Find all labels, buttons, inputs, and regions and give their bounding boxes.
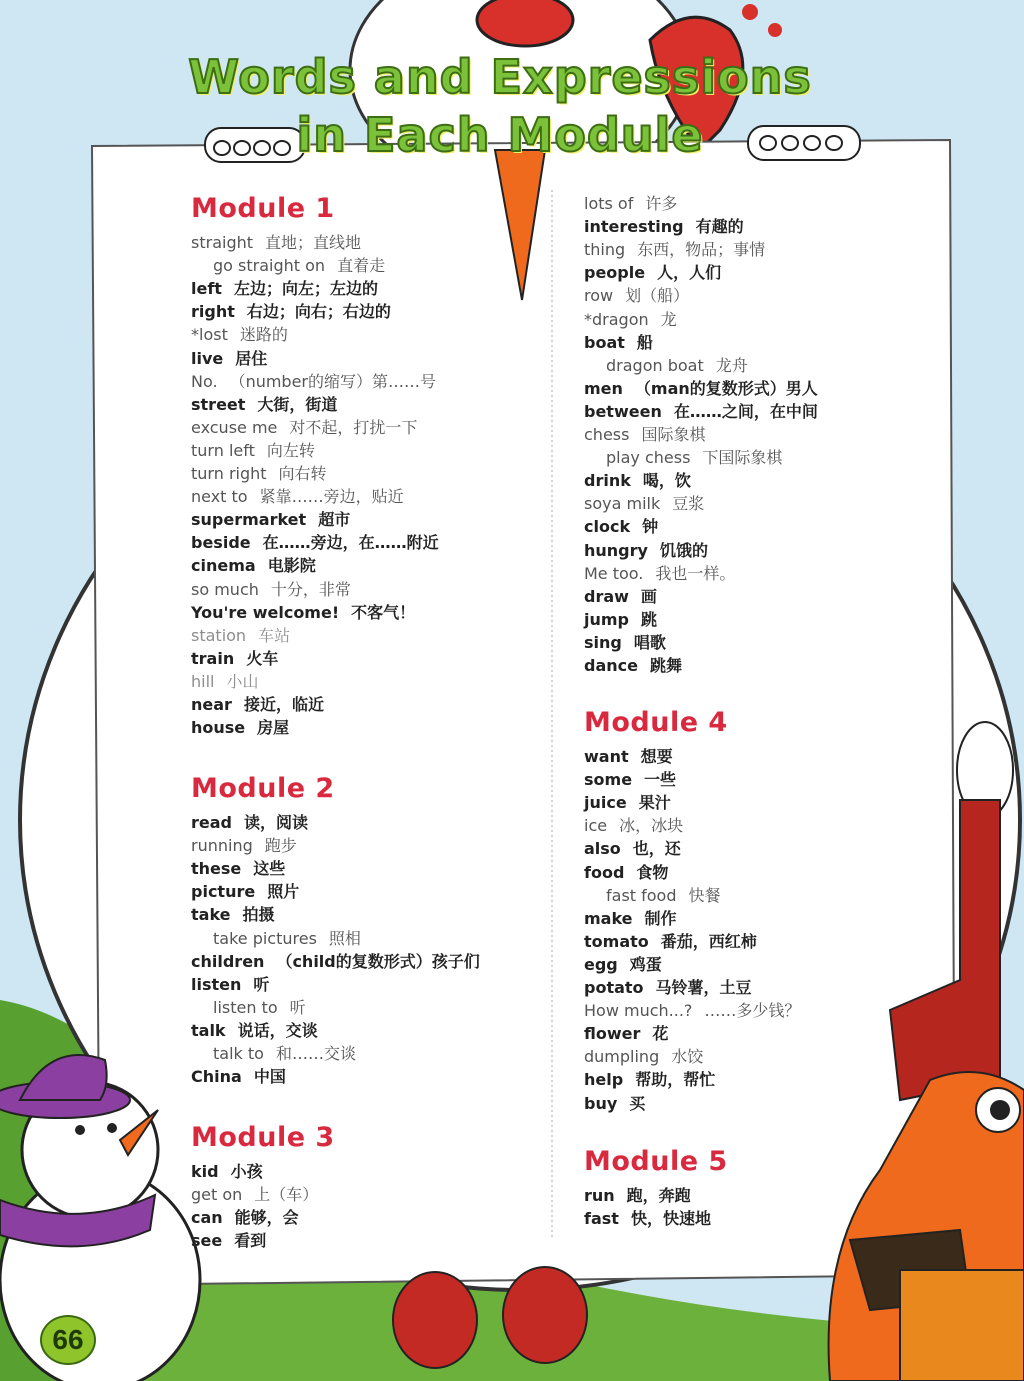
vocab-meaning: 我也一样。 [655,563,736,583]
vocab-word: go straight on [213,256,326,276]
vocab-meaning: 听 [289,997,306,1017]
vocab-word: turn right [191,464,267,483]
vocab-word: How much...? [584,1001,693,1021]
vocab-entry [584,816,683,836]
vocab-word: right [191,302,235,322]
vocab-entry [213,929,361,949]
vocab-meaning: 能够，会 [234,1208,299,1228]
vocab-entry [584,863,668,883]
vocab-meaning: 右边；向右；右边的 [246,302,391,322]
module-heading: Module 2 [191,773,335,804]
vocab-word: talk to [213,1044,264,1063]
vocab-word: street [191,394,246,414]
vocab-meaning: 超市 [318,510,351,530]
vocab-meaning: （number的缩写）第……号 [229,371,437,391]
vocab-meaning: 跳舞 [649,656,682,675]
vocab-entry [191,905,275,925]
vocab-entry [584,770,676,790]
vocab-word: beside [191,533,251,553]
page-title-line-1: Words and Expressions [188,50,812,104]
page-number: 66 [40,1315,96,1365]
vocab-word: You're welcome! [191,602,340,622]
vocab-word: Me too. [584,563,644,583]
vocab-meaning: 在……旁边，在……附近 [262,533,439,553]
vocab-word: *lost [191,325,228,345]
vocab-word: so much [191,579,259,599]
vocab-entry [191,836,297,856]
vocab-word: also [584,839,621,859]
vocab-entry [191,580,351,600]
left-foot [393,1272,477,1368]
vocab-meaning: 火车 [246,648,279,668]
vocab-word: excuse me [191,417,278,437]
vocab-entry [584,564,735,584]
vocab-meaning: 快，快速地 [630,1209,711,1229]
vocab-entry [191,1067,286,1087]
vocab-meaning: 喝，饮 [642,471,691,491]
vocab-word: buy [584,1093,618,1113]
vocab-word: listen to [213,997,278,1017]
vocab-word: food [584,862,625,882]
vocab-meaning: 跑，奔跑 [626,1186,691,1205]
vocab-entry [584,1209,711,1229]
vocab-meaning: 说话，交谈 [237,1020,318,1040]
vocab-entry [606,448,782,468]
vocab-entry [584,494,704,514]
vocab-meaning: 划（船） [625,286,690,306]
page-title-line-2: in Each Module [296,108,704,162]
vocab-meaning: 迷路的 [239,325,288,345]
vocab-meaning: 接近，临近 [243,695,324,714]
vocab-entry [191,233,361,253]
vocab-meaning: 船 [636,332,653,352]
vocab-meaning: （child的复数形式）孩子们 [276,951,480,971]
vocab-entry [584,263,721,283]
vocab-meaning: 制作 [644,908,677,928]
vocab-meaning: 向右转 [278,464,327,483]
vocab-entry [191,533,439,553]
vocab-word: boat [584,332,625,352]
vocab-meaning: 对不起，打扰一下 [289,417,418,437]
vocab-meaning: 照片 [267,882,300,902]
vocab-entry [584,240,765,260]
red-hat [477,0,573,46]
vocab-word: help [584,1070,624,1090]
vocab-meaning: 小孩 [230,1162,263,1181]
vocab-meaning: 中国 [253,1067,286,1087]
vocab-word: egg [584,954,618,974]
vocab-word: make [584,908,633,928]
vocab-meaning: 马铃薯，土豆 [655,978,752,997]
vocab-meaning: 房屋 [257,718,290,738]
vocab-entry [213,256,385,276]
vocab-meaning: 食物 [636,862,669,882]
vocab-entry [584,909,677,929]
vocab-meaning: （man的复数形式）男人 [634,378,818,398]
vocab-entry [213,998,306,1018]
vocab-meaning: 看到 [234,1231,267,1251]
vocab-entry [584,587,657,607]
vocab-entry [191,418,417,438]
vocab-meaning: 龙舟 [715,355,748,375]
vocab-meaning: 钟 [642,517,659,537]
vocab-word: people [584,263,646,283]
vocab-meaning: 饥饿的 [659,540,708,560]
vocab-word: listen [191,974,242,994]
vocab-meaning: 直地；直线地 [265,233,362,252]
vocab-entry [191,325,288,345]
vocab-meaning: 不客气！ [351,602,416,622]
vocab-word: take pictures [213,928,317,948]
vocab-word: train [191,648,235,668]
vocab-word: station [191,625,247,645]
vocab-entry [584,217,744,237]
vocab-entry [584,310,677,330]
vocab-entry [584,1001,800,1021]
vocab-entry [584,471,691,491]
vocab-entry [191,302,391,322]
vocab-entry [584,955,662,975]
vocab-meaning: 水饺 [671,1047,704,1067]
vocab-word: hill [191,671,215,691]
vocab-entry [584,1047,703,1067]
vocab-word: picture [191,882,256,902]
vocab-entry [584,978,752,998]
vocab-meaning: 车站 [258,625,291,645]
vocab-word: get on [191,1185,243,1205]
vocab-word: run [584,1186,615,1205]
vocab-entry [584,402,818,422]
vocab-meaning: 大街，街道 [257,394,338,414]
vocab-word: hungry [584,540,648,560]
vocab-word: supermarket [191,510,307,530]
vocab-word: live [191,348,224,368]
vocab-meaning: 这些 [253,859,286,879]
vocab-entry [191,510,350,530]
vocab-entry [584,839,681,859]
vocab-entry [584,425,705,445]
vocab-entry [191,441,315,461]
vocab-word: want [584,747,629,766]
vocab-word: fast food [606,885,677,905]
vocab-word: left [191,279,222,299]
vocab-word: dragon boat [606,355,704,375]
vocab-word: children [191,951,265,971]
vocab-meaning: 下国际象棋 [702,448,783,468]
vocab-entry [191,556,316,576]
vocab-entry [191,813,308,833]
vocab-meaning: 左边；向左；左边的 [233,279,378,299]
vocab-entry [584,286,689,306]
vocab-entry [584,656,682,676]
vocab-word: dumpling [584,1047,660,1067]
vocab-word: take [191,905,231,925]
vocab-word: these [191,859,242,879]
vocab-entry [191,603,415,623]
vocab-word: *dragon [584,309,649,329]
vocab-entry [584,793,671,813]
vocab-word: straight [191,233,254,252]
vocab-meaning: 上（车） [254,1185,319,1205]
vocab-entry [584,333,653,353]
vocab-meaning: 果汁 [638,793,671,813]
vocab-meaning: 想要 [640,747,673,766]
vocab-meaning: 花 [652,1024,669,1044]
vocab-entry [191,718,289,738]
vocab-word: juice [584,793,627,813]
vocab-meaning: 一些 [644,770,677,790]
vocab-entry [191,695,324,715]
vocab-word: kid [191,1162,219,1181]
vocab-meaning: 鸡蛋 [629,954,662,974]
vocab-word: some [584,770,633,790]
vocab-meaning: 豆浆 [672,494,705,514]
vocab-meaning: 龙 [660,309,677,329]
module-heading: Module 5 [584,1146,728,1177]
vocab-meaning: 照相 [328,928,361,948]
vocab-meaning: 小山 [226,671,259,691]
vocab-meaning: 许多 [645,194,678,213]
vocab-entry [584,1070,715,1090]
vocab-word: tomato [584,931,649,951]
vocab-entry [191,279,378,299]
vocab-word: drink [584,471,631,491]
vocab-entry [191,1231,266,1251]
vocab-entry [584,1094,645,1114]
module-heading: Module 1 [191,193,335,224]
vocab-entry [191,952,480,972]
vocab-meaning: 和……交谈 [275,1044,356,1063]
vocab-meaning: 买 [629,1093,646,1113]
vocab-word: between [584,401,662,421]
module-heading: Module 4 [584,707,728,738]
vocab-meaning: 直着走 [337,256,386,276]
vocab-meaning: 拍摄 [242,905,275,925]
red-dot-2 [768,23,782,37]
vocab-meaning: 向左转 [266,440,315,460]
vocab-word: play chess [606,448,691,468]
vocab-meaning: 在……之间，在中间 [673,401,818,421]
vocab-word: dance [584,656,638,675]
vocab-entry [191,1162,263,1182]
red-dot-1 [742,4,758,20]
vocab-meaning: 十分，非常 [270,579,351,599]
vocab-meaning: 唱歌 [633,632,666,652]
vocab-word: house [191,718,246,738]
vocab-word: talk [191,1020,226,1040]
vocab-meaning: 也，还 [632,839,681,859]
vocab-entry [584,517,658,537]
right-foot [503,1267,587,1363]
vocab-word: interesting [584,217,684,237]
vocab-entry [191,349,267,369]
vocab-word: near [191,695,232,714]
vocab-word: draw [584,586,629,606]
vocab-entry [191,464,327,484]
vocab-entry [191,395,337,415]
vocab-meaning: 快餐 [688,885,721,905]
vocab-entry [584,1024,668,1044]
vocab-entry [584,610,657,630]
vocab-word: can [191,1208,223,1228]
vocab-word: read [191,813,232,832]
vocab-word: jump [584,609,629,629]
vocab-meaning: 跳 [641,609,658,629]
vocab-word: cinema [191,556,256,576]
vocab-meaning: 国际象棋 [641,425,706,444]
vocab-entry [606,356,748,376]
vocab-meaning: ……多少钱？ [704,1001,801,1021]
vocab-word: chess [584,425,630,444]
vocab-word: clock [584,517,631,537]
vocab-word: row [584,286,614,306]
vocab-entry [584,932,757,952]
vocab-meaning: 番茄，西红柿 [660,931,757,951]
vocab-meaning: 有趣的 [695,217,744,237]
vocab-word: flower [584,1024,641,1044]
vocab-entry [606,886,721,906]
vocab-word: see [191,1231,223,1251]
vocab-entry [584,541,708,561]
vocab-meaning: 冰，冰块 [619,816,684,836]
vocab-word: ice [584,816,608,836]
vocab-entry [584,747,673,767]
vocab-meaning: 紧靠……旁边，贴近 [259,487,404,507]
vocab-meaning: 居住 [235,348,268,368]
vocab-word: thing [584,240,626,260]
vocab-meaning: 跑步 [264,836,297,856]
vocab-meaning: 读，阅读 [244,813,309,832]
vocab-word: lots of [584,194,634,213]
vocab-entry [191,859,285,879]
vocab-meaning: 东西，物品；事情 [637,240,766,260]
vocab-meaning: 电影院 [267,556,316,576]
vocab-entry [191,882,299,902]
vocab-entry [191,372,436,392]
vocab-entry [191,975,269,995]
vocab-word: sing [584,632,622,652]
vocab-entry [584,1186,691,1206]
vocab-word: men [584,378,623,398]
vocab-word: fast [584,1209,619,1229]
vocab-meaning: 帮助，帮忙 [635,1070,716,1090]
vocab-word: running [191,836,253,856]
vocab-entry [191,1185,318,1205]
vocab-entry [584,194,677,214]
vocab-word: China [191,1067,242,1087]
vocab-entry [584,633,666,653]
vocab-entry [191,1021,318,1041]
vocab-entry [191,1208,299,1228]
vocab-meaning: 画 [640,586,657,606]
vocab-word: turn left [191,440,255,460]
vocab-meaning: 人，人们 [657,263,722,283]
vocab-entry [191,672,259,692]
vocab-word: soya milk [584,494,661,514]
vocab-entry [191,487,404,507]
vocab-meaning: 听 [253,974,270,994]
vocab-word: next to [191,487,248,507]
vocab-word: potato [584,978,644,997]
vocab-entry [191,626,290,646]
module-heading: Module 3 [191,1122,335,1153]
vocab-word: No. [191,371,218,391]
vocab-entry [213,1044,356,1064]
vocab-entry [584,379,818,399]
vocab-entry [191,649,278,669]
